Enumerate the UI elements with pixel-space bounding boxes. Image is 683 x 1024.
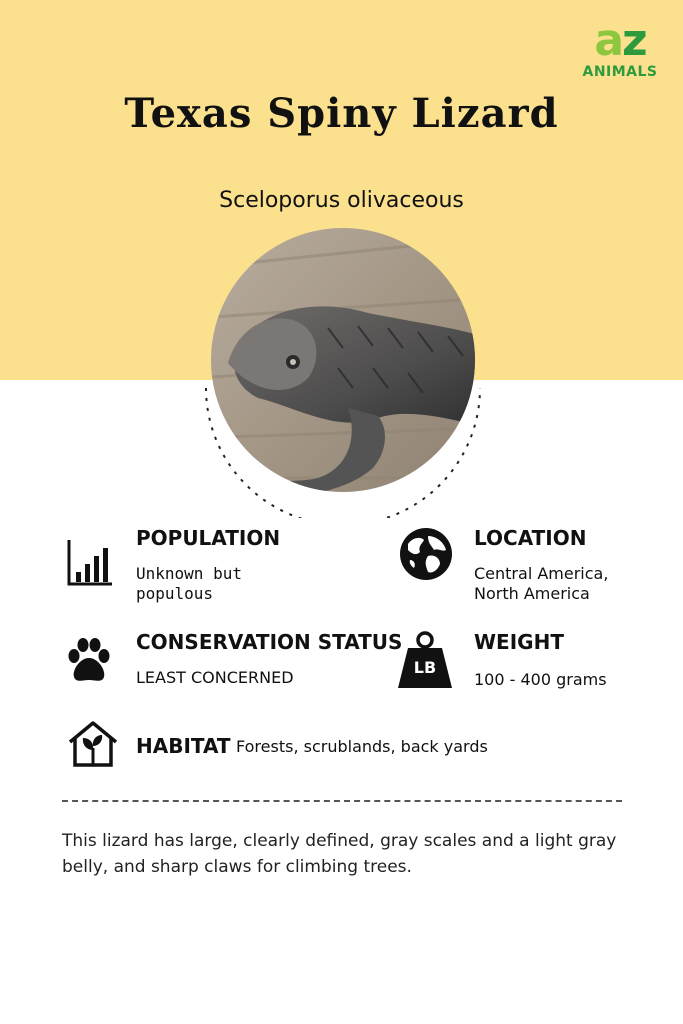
az-animals-logo[interactable] bbox=[578, 15, 662, 88]
paw-icon bbox=[64, 636, 114, 686]
globe-icon bbox=[398, 526, 454, 582]
population-value: Unknown but populous bbox=[136, 564, 242, 603]
weight-label: WEIGHT bbox=[474, 630, 564, 654]
logo-az-text: az bbox=[594, 15, 646, 66]
conservation-label: CONSERVATION STATUS bbox=[136, 630, 403, 654]
page-title: Texas Spiny Lizard bbox=[124, 90, 559, 137]
location-value: Central America, North America bbox=[474, 564, 609, 603]
scientific-name: Sceloporus olivaceous bbox=[219, 188, 464, 213]
habitat-label: HABITAT bbox=[136, 734, 231, 758]
description-text: This lizard has large, clearly defined, gray scales and a light gray belly, and sharp claws for climbing trees. bbox=[62, 831, 617, 877]
weight-value: 100 - 400 grams bbox=[474, 670, 607, 689]
conservation-value: LEAST CONCERNED bbox=[136, 668, 294, 687]
bar-chart-icon bbox=[66, 538, 114, 586]
location-label: LOCATION bbox=[474, 526, 587, 550]
population-label: POPULATION bbox=[136, 526, 281, 550]
logo-animals-text: ANIMALS bbox=[582, 64, 658, 80]
habitat-value: Forests, scrublands, back yards bbox=[236, 737, 488, 756]
weight-icon bbox=[396, 630, 454, 690]
lizard-photo bbox=[198, 228, 488, 518]
house-plant-icon bbox=[66, 720, 120, 768]
weight-icon-text: LB bbox=[413, 658, 437, 677]
section-divider bbox=[62, 800, 622, 802]
